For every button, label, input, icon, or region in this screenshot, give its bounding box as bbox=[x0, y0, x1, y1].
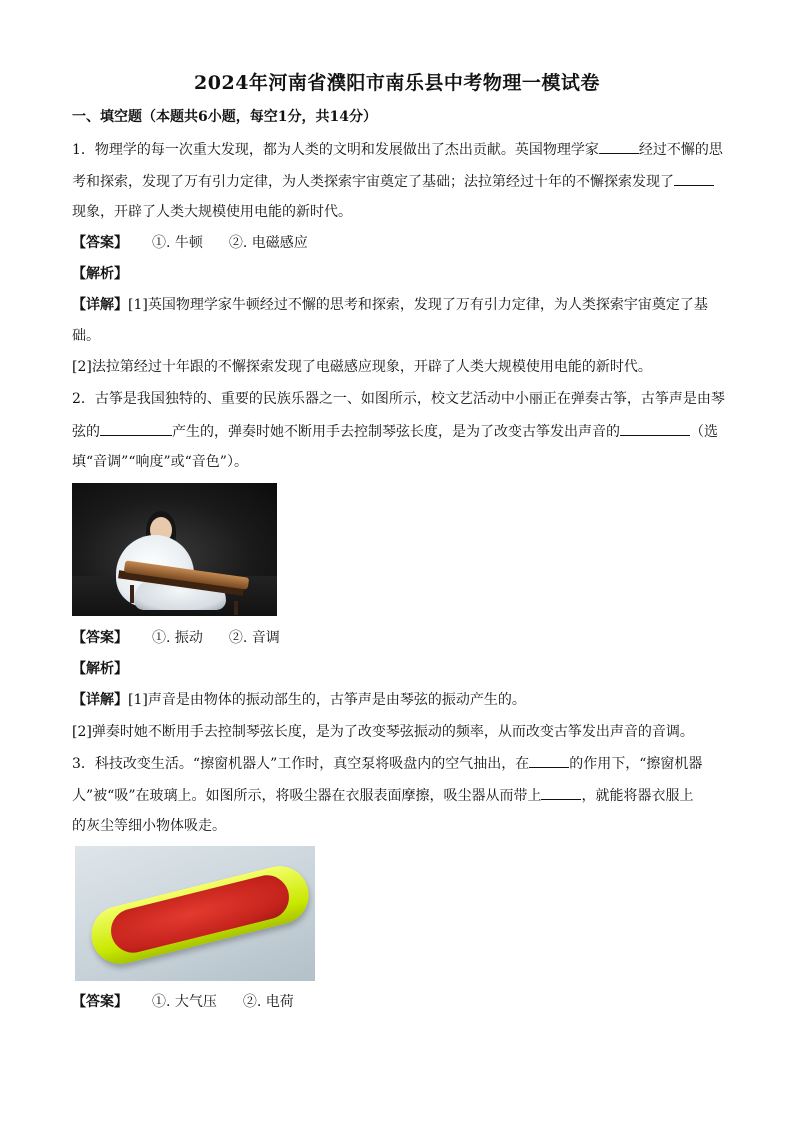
answer-blank bbox=[100, 421, 172, 436]
q2-answer bbox=[72, 628, 280, 648]
answer-blank bbox=[599, 139, 639, 154]
q3-text: 人”被“吸”在玻璃上。如图所示，将吸尘器在衣服表面摩擦，吸尘器从而带上 bbox=[72, 788, 542, 804]
answer-tag: 【答案】 bbox=[72, 630, 128, 646]
analysis-tag: 【解析】 bbox=[72, 661, 128, 677]
answer-option-2: ②. 电磁感应 bbox=[228, 235, 308, 251]
q2-line-1 bbox=[72, 389, 725, 409]
q3-answer bbox=[72, 992, 294, 1012]
q1-detail-1b bbox=[72, 326, 100, 346]
q2-text: （选 bbox=[690, 424, 718, 440]
q1-analysis bbox=[72, 264, 128, 284]
detail-tag: 【详解】 bbox=[72, 692, 128, 708]
q3-text: 的作用下，“擦窗机器 bbox=[569, 756, 703, 772]
q1-text: 现象，开辟了人类大规模使用电能的新时代。 bbox=[72, 204, 352, 220]
detail-text: [1]声音是由物体的振动部生的，古筝声是由琴弦的振动产生的。 bbox=[128, 692, 526, 708]
q1-answer bbox=[72, 233, 308, 253]
page-title: 2024年河南省濮阳市南乐县中考物理一模试卷 bbox=[194, 72, 600, 94]
detail-text: 础。 bbox=[72, 328, 100, 344]
answer-blank bbox=[674, 171, 714, 186]
answer-option-1: ①. 牛顿 bbox=[152, 235, 203, 251]
answer-blank bbox=[541, 785, 581, 800]
q3-line-1 bbox=[72, 753, 702, 774]
answer-option-2: ②. 音调 bbox=[228, 630, 280, 646]
q2-line-3 bbox=[72, 452, 248, 472]
q3-text: 3．科技改变生活。“擦窗机器人”工作时，真空泵将吸盘内的空气抽出，在 bbox=[72, 756, 530, 772]
q3-line-3 bbox=[72, 816, 226, 836]
answer-blank bbox=[529, 753, 569, 768]
q1-line-2 bbox=[72, 171, 714, 192]
q2-text: 产生的，弹奏时她不断用手去控制琴弦长度，是为了改变古筝发出声音的 bbox=[172, 424, 620, 440]
detail-tag: 【详解】 bbox=[72, 297, 128, 313]
q2-line-2 bbox=[72, 421, 718, 442]
q2-analysis bbox=[72, 659, 128, 679]
analysis-tag: 【解析】 bbox=[72, 266, 128, 282]
answer-tag: 【答案】 bbox=[72, 994, 128, 1010]
guzheng-performer-image bbox=[72, 483, 277, 616]
q3-text: ，就能将器衣服上 bbox=[581, 788, 694, 804]
q1-detail-1 bbox=[72, 295, 708, 315]
detail-text: [1]英国物理学家牛顿经过不懈的思考和探索，发现了万有引力定律，为人类探索宇宙奠定了基 bbox=[128, 297, 708, 313]
lint-roller-image bbox=[75, 846, 315, 981]
q1-text: 考和探索，发现了万有引力定律，为人类探索宇宙奠定了基础；法拉第经过十年的不懈探索发现了 bbox=[72, 174, 674, 190]
q1-line-1 bbox=[72, 139, 723, 160]
q1-text: 1．物理学的每一次重大发现，都为人类的文明和发展做出了杰出贡献。英国物理学家 bbox=[72, 142, 599, 158]
detail-text: [2]法拉第经过十年跟的不懈探索发现了电磁感应现象，开辟了人类大规模使用电能的新时代。 bbox=[72, 359, 652, 375]
q2-text: 2．古筝是我国独特的、重要的民族乐器之一、如图所示，校文艺活动中小丽正在弹奏古筝，古筝声是由琴 bbox=[72, 391, 725, 407]
q2-detail-1 bbox=[72, 690, 526, 710]
q2-text: 填“音调”“响度”或“音色”）。 bbox=[72, 454, 248, 470]
answer-option-1: ①. 振动 bbox=[152, 630, 203, 646]
q3-text: 的灰尘等细小物体吸走。 bbox=[72, 818, 226, 834]
answer-blank bbox=[620, 421, 690, 436]
answer-option-2: ②. 电荷 bbox=[242, 994, 294, 1010]
q1-detail-2 bbox=[72, 357, 652, 377]
q3-line-2 bbox=[72, 785, 693, 806]
detail-text: [2]弹奏时她不断用手去控制琴弦长度，是为了改变琴弦振动的频率，从而改变古筝发出声音的音调。 bbox=[72, 724, 694, 740]
q1-line-3 bbox=[72, 202, 352, 222]
q1-text: 经过不懈的思 bbox=[638, 142, 723, 158]
section-heading: 一、填空题（本题共6小题，每空1分，共14分） bbox=[72, 109, 377, 125]
answer-tag: 【答案】 bbox=[72, 235, 128, 251]
q2-text: 弦的 bbox=[72, 424, 100, 440]
q2-detail-2 bbox=[72, 722, 694, 742]
answer-option-1: ①. 大气压 bbox=[152, 994, 217, 1010]
